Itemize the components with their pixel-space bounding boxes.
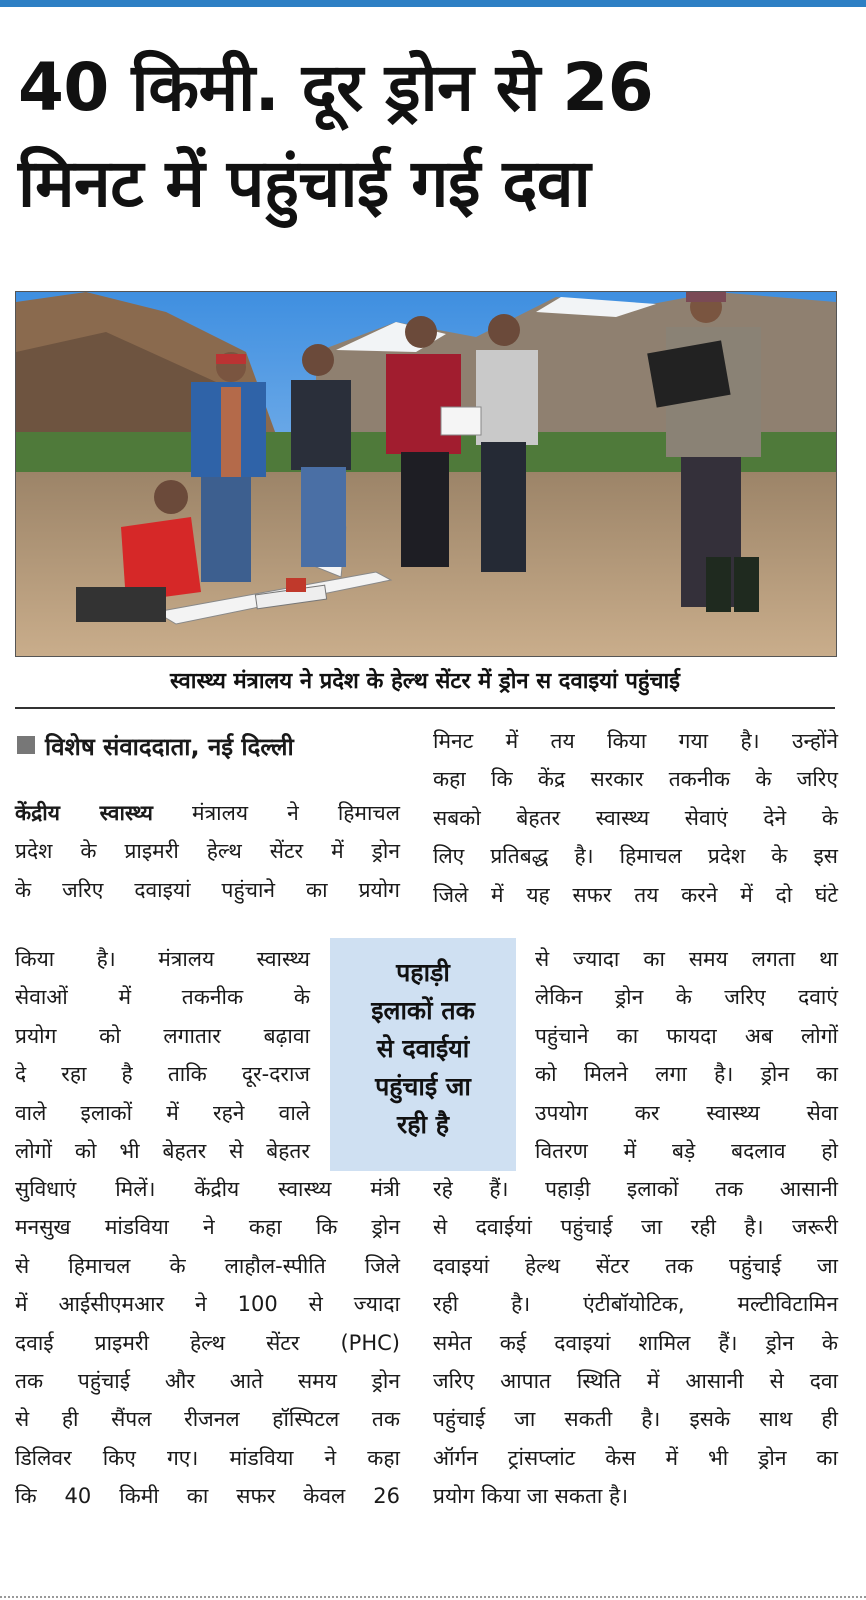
left-column-narrow [15,940,310,1170]
photo-caption: स्वास्थ्य मंत्रालय ने प्रदेश के हेल्थ सेंटर में ड्रोन स दवाइयां पहुंचाई [170,669,680,694]
text-line [15,794,400,832]
left-column-top [15,794,400,909]
text-line: से ज्यादा का समय लगता था [535,947,838,971]
text-line: मनसुख मांडविया ने कहा कि ड्रोन [15,1215,400,1240]
text-line: से दवाईयां पहुंचाई जा रही है। जरूरी [433,1215,838,1240]
pull-quote-line: पहुंचाई जा [375,1072,471,1101]
news-photo [15,291,837,657]
pull-quote [330,938,516,1171]
text-line: रहे हैं। पहाड़ी इलाकों तक आसानी [433,1177,838,1201]
top-accent-bar [0,0,866,7]
text-line: सबको बेहतर स्वास्थ्य सेवाएं देने के [433,805,838,830]
text-line: लोगों को भी बेहतर से बेहतर [15,1139,310,1164]
text-line: प्रदेश के प्राइमरी हेल्थ सेंटर में ड्रोन [15,839,400,864]
caption-divider [15,707,835,709]
byline [17,730,294,763]
bottom-dotted-rule [0,1596,866,1598]
pull-quote-line: रही है [397,1110,449,1139]
text-line: से हिमाचल के लाहौल-स्पीति जिले [15,1253,400,1278]
bullet-square-icon [17,736,35,754]
text-line: सुविधाएं मिलें। केंद्रीय स्वास्थ्य मंत्री [15,1177,400,1201]
right-column-bottom [433,1170,838,1516]
right-column-narrow [535,940,838,1170]
text-line: कि 40 किमी का सफर केवल 26 [15,1484,400,1509]
text-line: पहुंचाने का फायदा अब लोगों [535,1023,838,1048]
text-line: के जरिए दवाइयां पहुंचाने का प्रयोग [15,877,400,902]
text-line: सेवाओं में तकनीक के [15,985,310,1010]
text-line: पहुंचाई जा सकती है। इसके साथ ही [433,1407,838,1432]
text-line: प्रयोग किया जा सकता है। [433,1484,629,1509]
text-line: से ही सैंपल रीजनल हॉस्पिटल तक [15,1407,400,1432]
left-column-bottom [15,1170,400,1516]
headline [18,40,848,232]
pull-quote-line: पहाड़ी [396,958,450,987]
text-line: दे रहा है ताकि दूर-दराज [15,1062,310,1087]
text-line: किया है। मंत्रालय स्वास्थ्य [15,947,310,971]
text-line: कहा कि केंद्र सरकार तकनीक के जरिए [433,767,838,792]
text-line: जिले में यह सफर तय करने में दो घंटे [433,882,838,907]
text-line: वाले इलाकों में रहने वाले [15,1100,310,1125]
text-line: जरिए आपात स्थिति में आसानी से दवा [433,1369,838,1394]
text-line: दवाइयां हेल्थ सेंटर तक पहुंचाई जा [433,1253,838,1278]
text-fragment: मंत्रालय ने हिमाचल [152,801,400,825]
headline-line-2: मिनट में पहुंचाई गई दवा [18,145,591,222]
byline-text: विशेष संवाददाता, नई दिल्ली [45,733,294,761]
headline-line-1: 40 किमी. दूर ड्रोन से 26 [18,49,654,126]
photo-illustration [16,292,836,656]
text-line: डिलिवर किए गए। मांडविया ने कहा [15,1445,400,1470]
pull-quote-line: से दवाईयां [376,1034,470,1063]
pull-quote-line: इलाकों तक [371,996,475,1025]
text-line: मिनट में तय किया गया है। उन्होंने [433,729,838,753]
text-line: दवाई प्राइमरी हेल्थ सेंटर (PHC) [15,1330,400,1355]
text-line: लिए प्रतिबद्ध है। हिमाचल प्रदेश के इस [433,844,838,869]
text-line: समेत कई दवाइयां शामिल हैं। ड्रोन के [433,1330,838,1355]
text-line: को मिलने लगा है। ड्रोन का [535,1062,838,1087]
text-line: तक पहुंचाई और आते समय ड्रोन [15,1369,400,1394]
text-line: रही है। एंटीबॉयोटिक, मल्टीविटामिन [433,1292,838,1317]
text-line: प्रयोग को लगातार बढ़ावा [15,1023,310,1048]
text-line: उपयोग कर स्वास्थ्य सेवा [535,1100,838,1125]
text-line: में आईसीएमआर ने 100 से ज्यादा [15,1292,400,1317]
right-column-top [433,722,838,914]
text-line: लेकिन ड्रोन के जरिए दवाएं [535,985,838,1010]
lead-in: केंद्रीय स्वास्थ्य [15,801,153,825]
text-line: ऑर्गन ट्रांसप्लांट केस में भी ड्रोन का [433,1445,838,1470]
text-line: वितरण में बड़े बदलाव हो [535,1139,838,1164]
